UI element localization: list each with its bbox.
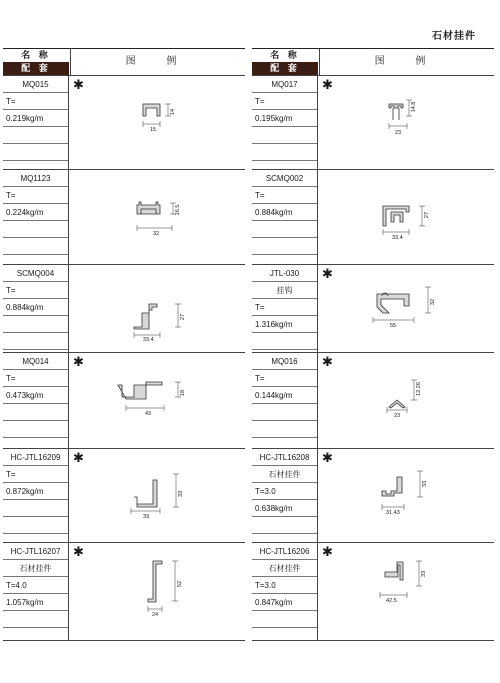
vertical-dimension-label: 14.8	[411, 101, 417, 113]
name-header	[252, 49, 318, 75]
profile-spec-cell	[252, 543, 318, 640]
empty-spec-row	[252, 517, 317, 534]
profile-code: JTL-030	[252, 265, 317, 282]
horizontal-dimension-label: 24	[152, 612, 159, 618]
vertical-dimension-label: 12.26	[416, 382, 422, 396]
asterisk-icon: ✱	[73, 77, 84, 92]
profile-outline	[389, 400, 405, 408]
profile-spec-line: 1.057kg/m	[3, 594, 68, 611]
profile-spec-line: 石材挂件	[252, 560, 317, 577]
profile-entry	[3, 353, 245, 449]
profile-code: MQ016	[252, 353, 317, 370]
asterisk-icon: ✱	[322, 450, 333, 465]
profile-spec-line: T=	[3, 93, 68, 110]
profile-spec-line: T=	[3, 282, 68, 299]
profile-entry	[252, 449, 494, 543]
profile-spec-line: 1.316kg/m	[252, 316, 317, 333]
profile-outline	[383, 206, 409, 226]
profile-spec-line: T=	[252, 187, 317, 204]
profile-spec-line: 0.195kg/m	[252, 110, 317, 127]
profile-spec-cell	[3, 353, 69, 448]
horizontal-dimension-label: 42.5	[386, 598, 397, 604]
profile-spec-line: 挂钩	[252, 282, 317, 299]
horizontal-dimension-label: 33.4	[143, 337, 154, 343]
empty-spec-row	[252, 404, 317, 421]
profile-spec-line: T=	[3, 466, 68, 483]
profile-spec-line: T=3.0	[252, 577, 317, 594]
profile-entry	[252, 543, 494, 641]
double-channel-profile-icon	[319, 76, 494, 170]
name-header-label: 名 称	[270, 50, 300, 60]
vertical-dimension-label: 27	[180, 313, 186, 321]
profile-entry	[3, 449, 245, 543]
vertical-dimension-label: 32	[430, 298, 436, 306]
profile-code: MQ014	[3, 353, 68, 370]
profile-code: HC-JTL16209	[3, 449, 68, 466]
profile-outline	[385, 562, 403, 580]
profile-outline	[143, 104, 160, 116]
accessory-header-label: 配 套	[252, 62, 318, 75]
profile-figure-cell	[319, 543, 494, 640]
figure-header-label: 图 例	[70, 49, 245, 75]
table-header	[3, 48, 245, 76]
profile-figure-cell	[70, 353, 245, 448]
asterisk-icon: ✱	[322, 266, 333, 281]
profile-spec-cell	[3, 543, 69, 640]
vertical-dimension-label: 33	[178, 490, 184, 498]
profile-spec-cell	[252, 353, 318, 448]
angle-profile-icon	[319, 353, 494, 449]
empty-spec-row	[252, 221, 317, 238]
s-profile-icon	[70, 543, 245, 641]
horizontal-dimension-label: 55	[390, 323, 397, 329]
vertical-dimension-label: 14	[170, 108, 176, 116]
profile-spec-cell	[3, 170, 69, 264]
profile-spec-cell	[3, 449, 69, 542]
profile-entry	[252, 353, 494, 449]
profile-outline	[137, 202, 160, 214]
profile-spec-line: T=3.0	[252, 483, 317, 500]
profile-outline	[377, 293, 409, 313]
empty-spec-row	[252, 238, 317, 255]
profile-spec-line: 0.219kg/m	[3, 110, 68, 127]
u-hook-profile-icon	[319, 170, 494, 265]
hook-profile-icon	[70, 265, 245, 353]
hanger-hook-profile-icon	[319, 265, 494, 353]
horizontal-dimension-label: 43	[145, 411, 152, 417]
profile-code: HC-JTL16206	[252, 543, 317, 560]
profile-outline	[134, 480, 157, 507]
empty-spec-row	[252, 144, 317, 161]
empty-spec-row	[252, 127, 317, 144]
profile-spec-line: T=4.0	[3, 577, 68, 594]
vertical-dimension-label: 18	[180, 389, 186, 397]
z-profile-icon	[70, 353, 245, 449]
asterisk-icon: ✱	[73, 354, 84, 369]
profile-outline	[134, 304, 157, 329]
profile-entry	[252, 170, 494, 265]
profile-figure-cell	[70, 265, 245, 352]
profile-spec-line: T=	[252, 93, 317, 110]
profile-outline	[382, 477, 402, 496]
profile-spec-cell	[252, 170, 318, 264]
horizontal-dimension-label: 31.43	[386, 510, 400, 516]
figure-header-label: 图 例	[319, 49, 494, 75]
profile-entry	[3, 170, 245, 265]
profile-code: MQ017	[252, 76, 317, 93]
empty-spec-row	[3, 333, 68, 350]
profile-catalog-table	[3, 48, 494, 641]
empty-spec-row	[3, 316, 68, 333]
profile-spec-line: 0.638kg/m	[252, 500, 317, 517]
empty-spec-row	[252, 333, 317, 350]
profile-figure-cell	[319, 449, 494, 542]
clip-profile-icon	[319, 543, 494, 641]
profile-code: HC-JTL16208	[252, 449, 317, 466]
catalog-column-right	[252, 48, 494, 641]
profile-outline	[148, 561, 162, 602]
flanged-channel-profile-icon	[70, 170, 245, 265]
vertical-dimension-label: 52	[177, 580, 183, 588]
profile-spec-line: 0.884kg/m	[252, 204, 317, 221]
vertical-dimension-label: 16.5	[175, 204, 181, 216]
profile-spec-line: 0.884kg/m	[3, 299, 68, 316]
profile-spec-line: T=	[252, 370, 317, 387]
profile-entry	[3, 265, 245, 353]
profile-entry	[3, 76, 245, 170]
empty-spec-row	[3, 127, 68, 144]
horizontal-dimension-label: 15	[150, 127, 157, 133]
profile-spec-line: 0.144kg/m	[252, 387, 317, 404]
profile-spec-cell	[252, 265, 318, 352]
profile-spec-line: 石材挂件	[3, 560, 68, 577]
profile-entry	[252, 265, 494, 353]
profile-spec-line: 石材挂件	[252, 466, 317, 483]
name-header	[3, 49, 69, 75]
accessory-header-label: 配 套	[3, 62, 69, 75]
asterisk-icon: ✱	[73, 544, 84, 559]
asterisk-icon: ✱	[322, 544, 333, 559]
pendant-profile-icon	[319, 449, 494, 543]
profile-code: SCMQ002	[252, 170, 317, 187]
channel-profile-icon	[70, 76, 245, 170]
empty-spec-row	[3, 238, 68, 255]
empty-spec-row	[3, 500, 68, 517]
profile-spec-line: T=	[252, 299, 317, 316]
empty-spec-row	[3, 144, 68, 161]
table-header	[252, 48, 494, 76]
asterisk-icon: ✱	[322, 354, 333, 369]
profile-spec-cell	[3, 76, 69, 169]
horizontal-dimension-label: 32	[153, 231, 160, 237]
j-profile-icon	[70, 449, 245, 543]
profile-spec-line: T=	[3, 187, 68, 204]
vertical-dimension-label: 33	[422, 480, 428, 488]
horizontal-dimension-label: 33	[143, 514, 150, 520]
name-header-label: 名 称	[21, 50, 51, 60]
empty-spec-row	[3, 404, 68, 421]
profile-figure-cell	[70, 543, 245, 640]
asterisk-icon: ✱	[73, 450, 84, 465]
page-title: 石材挂件	[432, 31, 476, 42]
horizontal-dimension-label: 23	[394, 413, 401, 419]
profile-figure-cell	[319, 265, 494, 352]
empty-spec-row	[3, 421, 68, 438]
profile-figure-cell	[319, 170, 494, 264]
profile-code: MQ1123	[3, 170, 68, 187]
profile-spec-cell	[252, 76, 318, 169]
profile-spec-line: T=	[3, 370, 68, 387]
profile-outline	[118, 382, 162, 399]
profile-entry	[252, 76, 494, 170]
profile-spec-cell	[3, 265, 69, 352]
horizontal-dimension-label: 33.4	[392, 235, 403, 241]
profile-figure-cell	[319, 76, 494, 169]
profile-spec-line: 0.473kg/m	[3, 387, 68, 404]
profile-figure-cell	[319, 353, 494, 448]
profile-figure-cell	[70, 76, 245, 169]
empty-spec-row	[3, 611, 68, 628]
empty-spec-row	[252, 611, 317, 628]
profile-figure-cell	[70, 170, 245, 264]
empty-spec-row	[3, 221, 68, 238]
profile-spec-cell	[252, 449, 318, 542]
vertical-dimension-label: 27	[424, 211, 430, 219]
profile-spec-line: 0.872kg/m	[3, 483, 68, 500]
empty-spec-row	[252, 421, 317, 438]
empty-spec-row	[3, 517, 68, 534]
profile-figure-cell	[70, 449, 245, 542]
profile-spec-line: 0.224kg/m	[3, 204, 68, 221]
profile-code: SCMQ004	[3, 265, 68, 282]
profile-code: HC-JTL16207	[3, 543, 68, 560]
catalog-column-left	[3, 48, 245, 641]
profile-outline	[389, 104, 403, 120]
vertical-dimension-label: 33	[421, 570, 427, 578]
asterisk-icon: ✱	[322, 77, 333, 92]
profile-entry	[3, 543, 245, 641]
horizontal-dimension-label: 23	[395, 130, 402, 136]
profile-spec-line: 0.847kg/m	[252, 594, 317, 611]
profile-code: MQ015	[3, 76, 68, 93]
